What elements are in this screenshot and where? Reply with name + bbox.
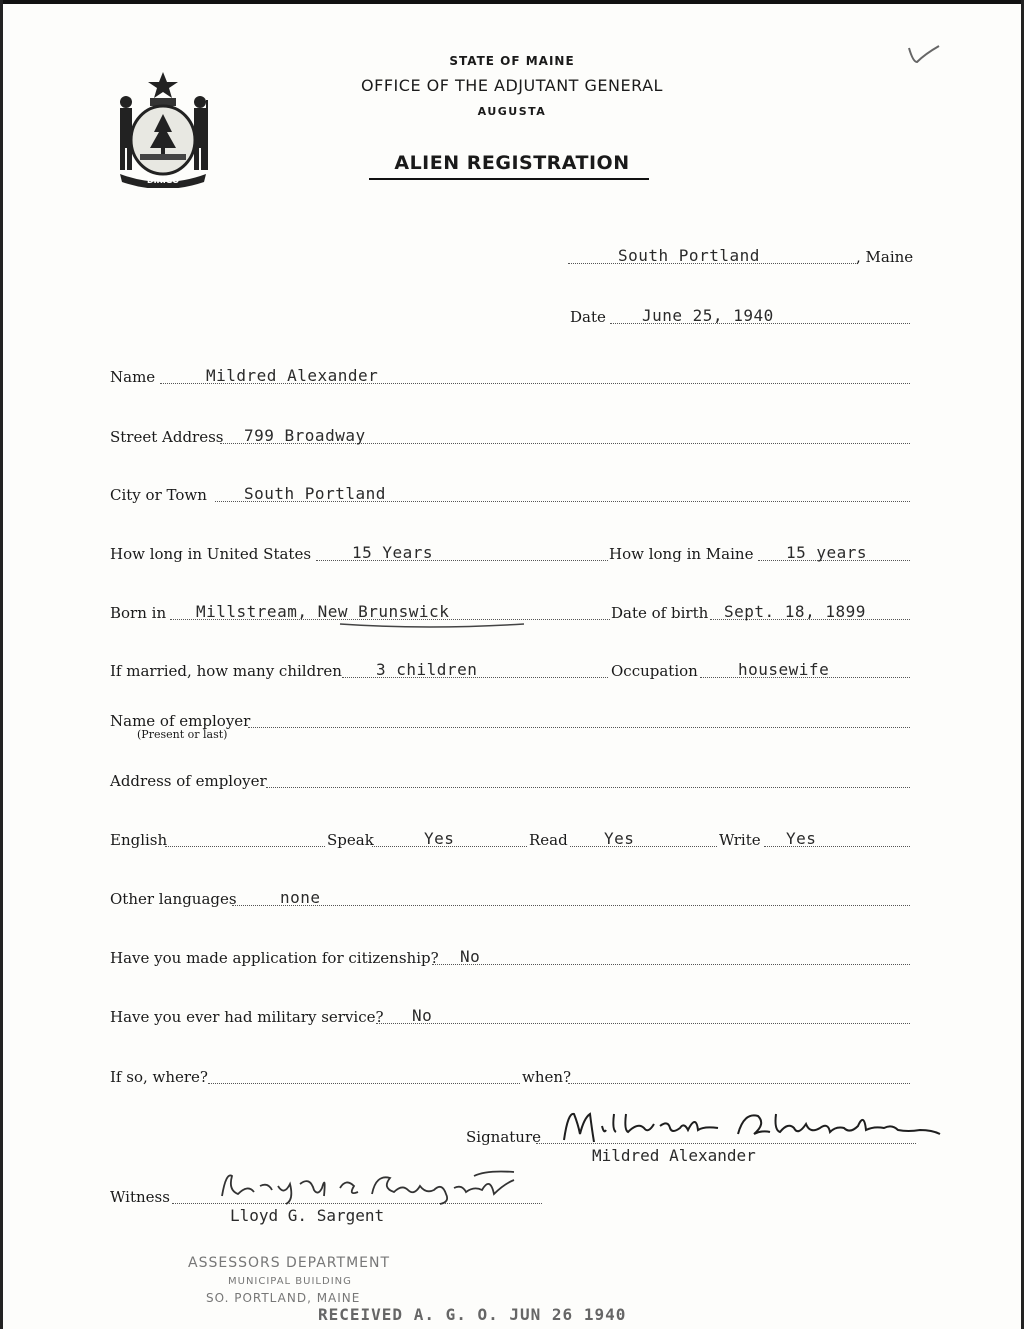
english-label: English [110, 831, 168, 849]
form-title: ALIEN REGISTRATION [394, 152, 630, 174]
page-edge-top [0, 0, 1024, 4]
date-row [0, 304, 1024, 328]
underline-mark [338, 620, 528, 630]
military-row [0, 1004, 1024, 1028]
city-heading: AUGUSTA [477, 105, 547, 118]
speak-value: Yes [424, 829, 455, 848]
date-value: June 25, 1940 [642, 306, 774, 325]
place-value: South Portland [618, 246, 760, 265]
other-languages-label: Other languages [110, 890, 237, 908]
state-heading: STATE OF MAINE [449, 54, 575, 68]
title-underline [369, 178, 649, 180]
where-label: If so, where? [110, 1068, 208, 1086]
place-row [0, 244, 1024, 268]
where-row [0, 1064, 1024, 1088]
received-stamp: RECEIVED A. G. O. JUN 26 1940 [318, 1305, 627, 1324]
employer-sublabel: (Present or last) [137, 728, 228, 741]
military-value: No [412, 1006, 433, 1025]
name-label: Name [110, 368, 156, 386]
us-time-label: How long in United States [110, 545, 312, 563]
children-value: 3 children [376, 660, 478, 679]
english-row [0, 827, 1024, 851]
citizenship-value: No [460, 947, 481, 966]
maine-time-value: 15 years [786, 543, 868, 562]
office-heading: OFFICE OF THE ADJUTANT GENERAL [361, 76, 663, 95]
city-label: City or Town [110, 486, 207, 504]
name-value: Mildred Alexander [206, 366, 379, 385]
born-label: Born in [110, 604, 167, 622]
born-value: Millstream, New Brunswick [196, 602, 450, 621]
occupation-label: Occupation [611, 662, 698, 680]
read-label: Read [529, 831, 568, 849]
read-value: Yes [604, 829, 635, 848]
military-label: Have you ever had military service? [110, 1008, 384, 1026]
city-value: South Portland [244, 484, 386, 503]
children-label: If married, how many children [110, 662, 342, 680]
handwritten-signature [548, 1104, 948, 1150]
citizenship-row [0, 945, 1024, 969]
seal-motto: DIRIGO [146, 176, 180, 185]
witness-typed-name: Lloyd G. Sargent [230, 1206, 385, 1225]
other-languages-value: none [280, 888, 321, 907]
date-label: Date [570, 308, 606, 326]
when-label: when? [522, 1068, 572, 1086]
children-row [0, 658, 1024, 682]
assessors-stamp-line1: ASSESSORS DEPARTMENT [188, 1255, 391, 1271]
residence-row [0, 541, 1024, 565]
employer-address-label: Address of employer [110, 772, 267, 790]
witness-label: Witness [110, 1188, 170, 1206]
occupation-value: housewife [738, 660, 830, 679]
write-label: Write [719, 831, 761, 849]
dob-label: Date of birth [611, 604, 709, 622]
assessors-stamp-line2: MUNICIPAL BUILDING [228, 1276, 352, 1287]
maine-time-label: How long in Maine [609, 545, 754, 563]
street-label: Street Address [110, 428, 224, 446]
employer-address-row [0, 768, 1024, 792]
us-time-value: 15 Years [352, 543, 434, 562]
write-value: Yes [786, 829, 817, 848]
check-mark-icon [905, 40, 941, 68]
employer-label: Name of employer [110, 712, 251, 730]
street-row [0, 424, 1024, 448]
signature-typed-name: Mildred Alexander [592, 1146, 756, 1165]
assessors-stamp-line3: SO. PORTLAND, MAINE [206, 1291, 361, 1305]
street-value: 799 Broadway [244, 426, 366, 445]
signature-label: Signature [466, 1128, 542, 1146]
citizenship-label: Have you made application for citizenship? [110, 949, 439, 967]
dob-value: Sept. 18, 1899 [724, 602, 866, 621]
witness-handwritten-signature [214, 1166, 544, 1206]
place-suffix: , Maine [856, 248, 914, 266]
speak-label: Speak [327, 831, 374, 849]
city-row [0, 482, 1024, 506]
other-languages-row [0, 886, 1024, 910]
name-row [0, 364, 1024, 388]
